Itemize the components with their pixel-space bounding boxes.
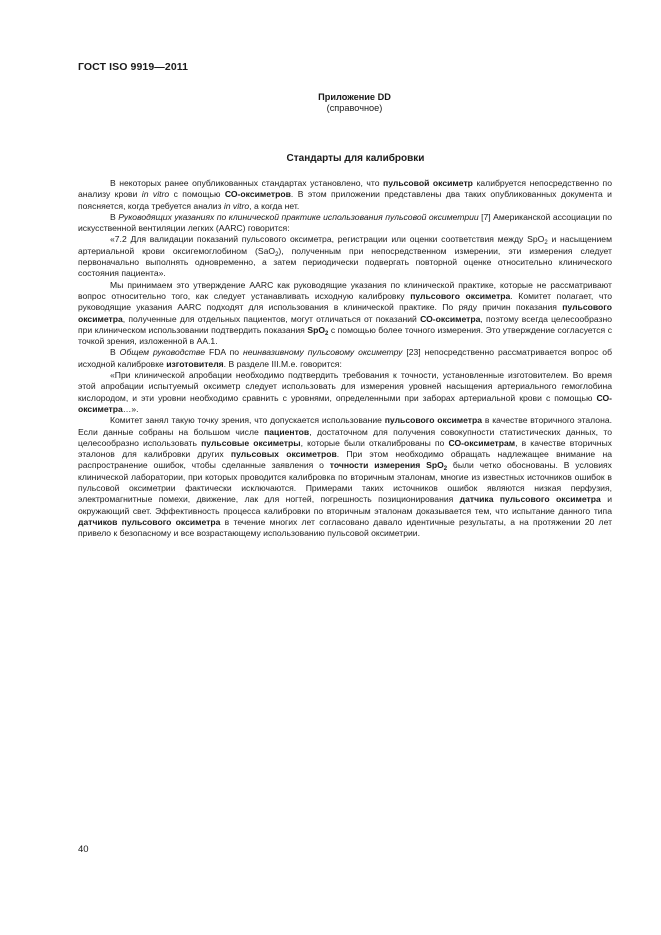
paragraph-text: В	[110, 211, 119, 222]
paragraph-text: в течение многих лет согласовано давало идентичные результаты, а на протяжении 20 лет привело к безопасному и все возрастающему использованию пульсовой оксиметрии.	[78, 516, 613, 539]
bold-term: СО-оксиметров	[224, 189, 291, 200]
bold-term: пульсового оксиметра	[78, 302, 612, 324]
italic-text: in vitro	[223, 200, 250, 211]
bold-term: пациентов	[264, 426, 310, 437]
appendix-heading	[0, 92, 661, 114]
italic-text: Руководящих указаниях по клинической практике использования пульсовой оксиметрии	[118, 211, 479, 222]
bold-term: СО-оксиметрам	[448, 437, 516, 448]
paragraph-text: , а когда нет.	[249, 200, 300, 211]
bold-term: точности измерения SpO	[329, 460, 444, 471]
bold-term: пульсовые оксиметры	[201, 437, 301, 448]
paragraph-text: . Комитет полагает, что руководящие указания AARC подходят для использования в клинической практике. По ряду причин показания	[78, 290, 612, 313]
paragraph-text: , полученные для отдельных пациентов, могут отличаться от показаний	[122, 313, 421, 324]
paragraph-text: «При клинической апробации необходимо подтвердить требования к точности, установленные изготовителем. Во время этой апробации испытуемый оксиметр следует использовать для измерения уровней насыщения артериального гемоглобина кислородом, и эти уровни необходимо сравнить с уровнями, определенными при заборах артериальной крови с помощью	[78, 370, 612, 403]
paragraph-text: , в качестве вторичных эталонов для калибровки других	[78, 437, 612, 460]
paragraph-text: с помощью	[169, 189, 225, 200]
body-paragraph	[78, 212, 612, 235]
bold-term: пульсовой оксиметр	[383, 178, 473, 188]
bold-term: датчиков пульсового оксиметра	[78, 516, 221, 527]
italic-text: Общем руководстве	[119, 347, 206, 358]
paragraph-text: «7.2 Для валидации показаний пульсового оксиметра, регистрации или оценки соответствия между SpO	[110, 234, 545, 245]
bold-term: СО-оксиметра	[78, 392, 612, 414]
bold-term: датчика пульсового оксиметра	[459, 494, 601, 505]
paragraph-text: . При этом необходимо обращать надлежащее внимание на распространение ошибок, чтобы сделанные заявления о	[78, 449, 612, 471]
paragraph-text: FDA по	[205, 347, 243, 358]
paragraph-text: В	[110, 347, 120, 358]
bold-term: пульсового оксиметра	[410, 290, 511, 301]
paragraph-text: , достаточном для получения совокупности статистических данных, то целесообразно использовать	[78, 426, 612, 448]
bold-term: СО-оксиметра	[420, 313, 481, 324]
appendix-title: Приложение DD	[318, 92, 391, 102]
section-title: Стандарты для калибровки	[286, 153, 425, 164]
paragraph-text: . В этом приложении представлены два таких опубликованных документа и поясняется, когда требуется анализ	[78, 189, 612, 211]
paragraph-text: и окружающий свет. Эффективность процесса калибровки по вторичным эталонам доказывается тем, что испытание данного типа	[78, 494, 612, 516]
body-paragraph	[78, 347, 612, 370]
paragraph-text: Мы принимаем это утверждение AARC как руководящие указания по клинической практике, которые не рассматривают вопрос относительно того, как следует устанавливать исходную калибровку	[78, 279, 612, 301]
body-paragraph	[78, 178, 612, 212]
paragraph-text: и насыщением артериальной крови оксигемоглобином (SaO	[78, 234, 612, 256]
paragraph-text: В некоторых ранее опубликованных стандартах установлено, что	[110, 178, 384, 188]
subscript-text: 2	[443, 466, 448, 473]
paragraph-text: калибруется непосредственно по анализу крови	[78, 178, 612, 200]
subscript-text: 2	[544, 240, 548, 247]
body-paragraph	[78, 415, 612, 539]
subscript-text: 2	[325, 330, 329, 337]
paragraph-text: были четко обоснованы. В условиях клинической лаборатории, при которых проводится калибровка по вторичным эталонам, многие из известных источников ошибок в пульсовой оксиметрии фактически исключаются. Примерами таких источников ошибок являются низкая перфузия, электромагнитные помехи, движение, лак для ногтей, погрешность позиционирования	[78, 460, 612, 505]
paragraph-text: . В разделе III.М.е. говорится:	[223, 358, 342, 369]
bold-term: SpO	[307, 324, 326, 335]
appendix-subtitle: (справочное)	[326, 103, 383, 113]
document-body	[78, 178, 612, 540]
body-paragraph	[78, 280, 612, 348]
page-number: 40	[78, 844, 89, 855]
paragraph-text: , поэтому всегда целесообразно при клиническом использовании подтвердить показания	[78, 313, 613, 335]
body-paragraph	[78, 234, 612, 279]
bold-term: пульсового оксиметра	[384, 415, 483, 426]
document-code: ГОСТ ISO 9919—2011	[78, 61, 189, 73]
subscript-text: 2	[275, 251, 279, 258]
paragraph-text: в качестве вторичного эталона. Если данные собраны на большом числе	[78, 415, 612, 437]
body-paragraph	[78, 370, 612, 415]
paragraph-text: …».	[122, 403, 139, 414]
italic-text: неинвазивному пульсовому оксиметру	[242, 347, 403, 358]
bold-term: изготовителя	[166, 358, 224, 369]
paragraph-text: , которые были откалиброваны по	[300, 437, 449, 448]
paragraph-text: Комитет занял такую точку зрения, что допускается использование	[110, 415, 385, 426]
paragraph-text: с помощью более точного измерения. Это утверждение согласуется с точкой зрения, изложенной в АА.1.	[78, 324, 612, 347]
paragraph-text: [7] Американской ассоциации по искусственной вентиляции легких (AARC) говорится:	[78, 211, 612, 234]
italic-text: in vitro	[141, 189, 170, 200]
paragraph-text: ), полученным при непосредственном измерении, эти измерения следует первоначально выполнять одновременно, а затем периодически подвергать повторной оценке относительно клинического состояния пациента».	[78, 245, 612, 279]
paragraph-text: [23] непосредственно рассматривается вопрос об исходной калибровке	[78, 347, 613, 369]
bold-term: пульсовых оксиметров	[230, 449, 337, 460]
